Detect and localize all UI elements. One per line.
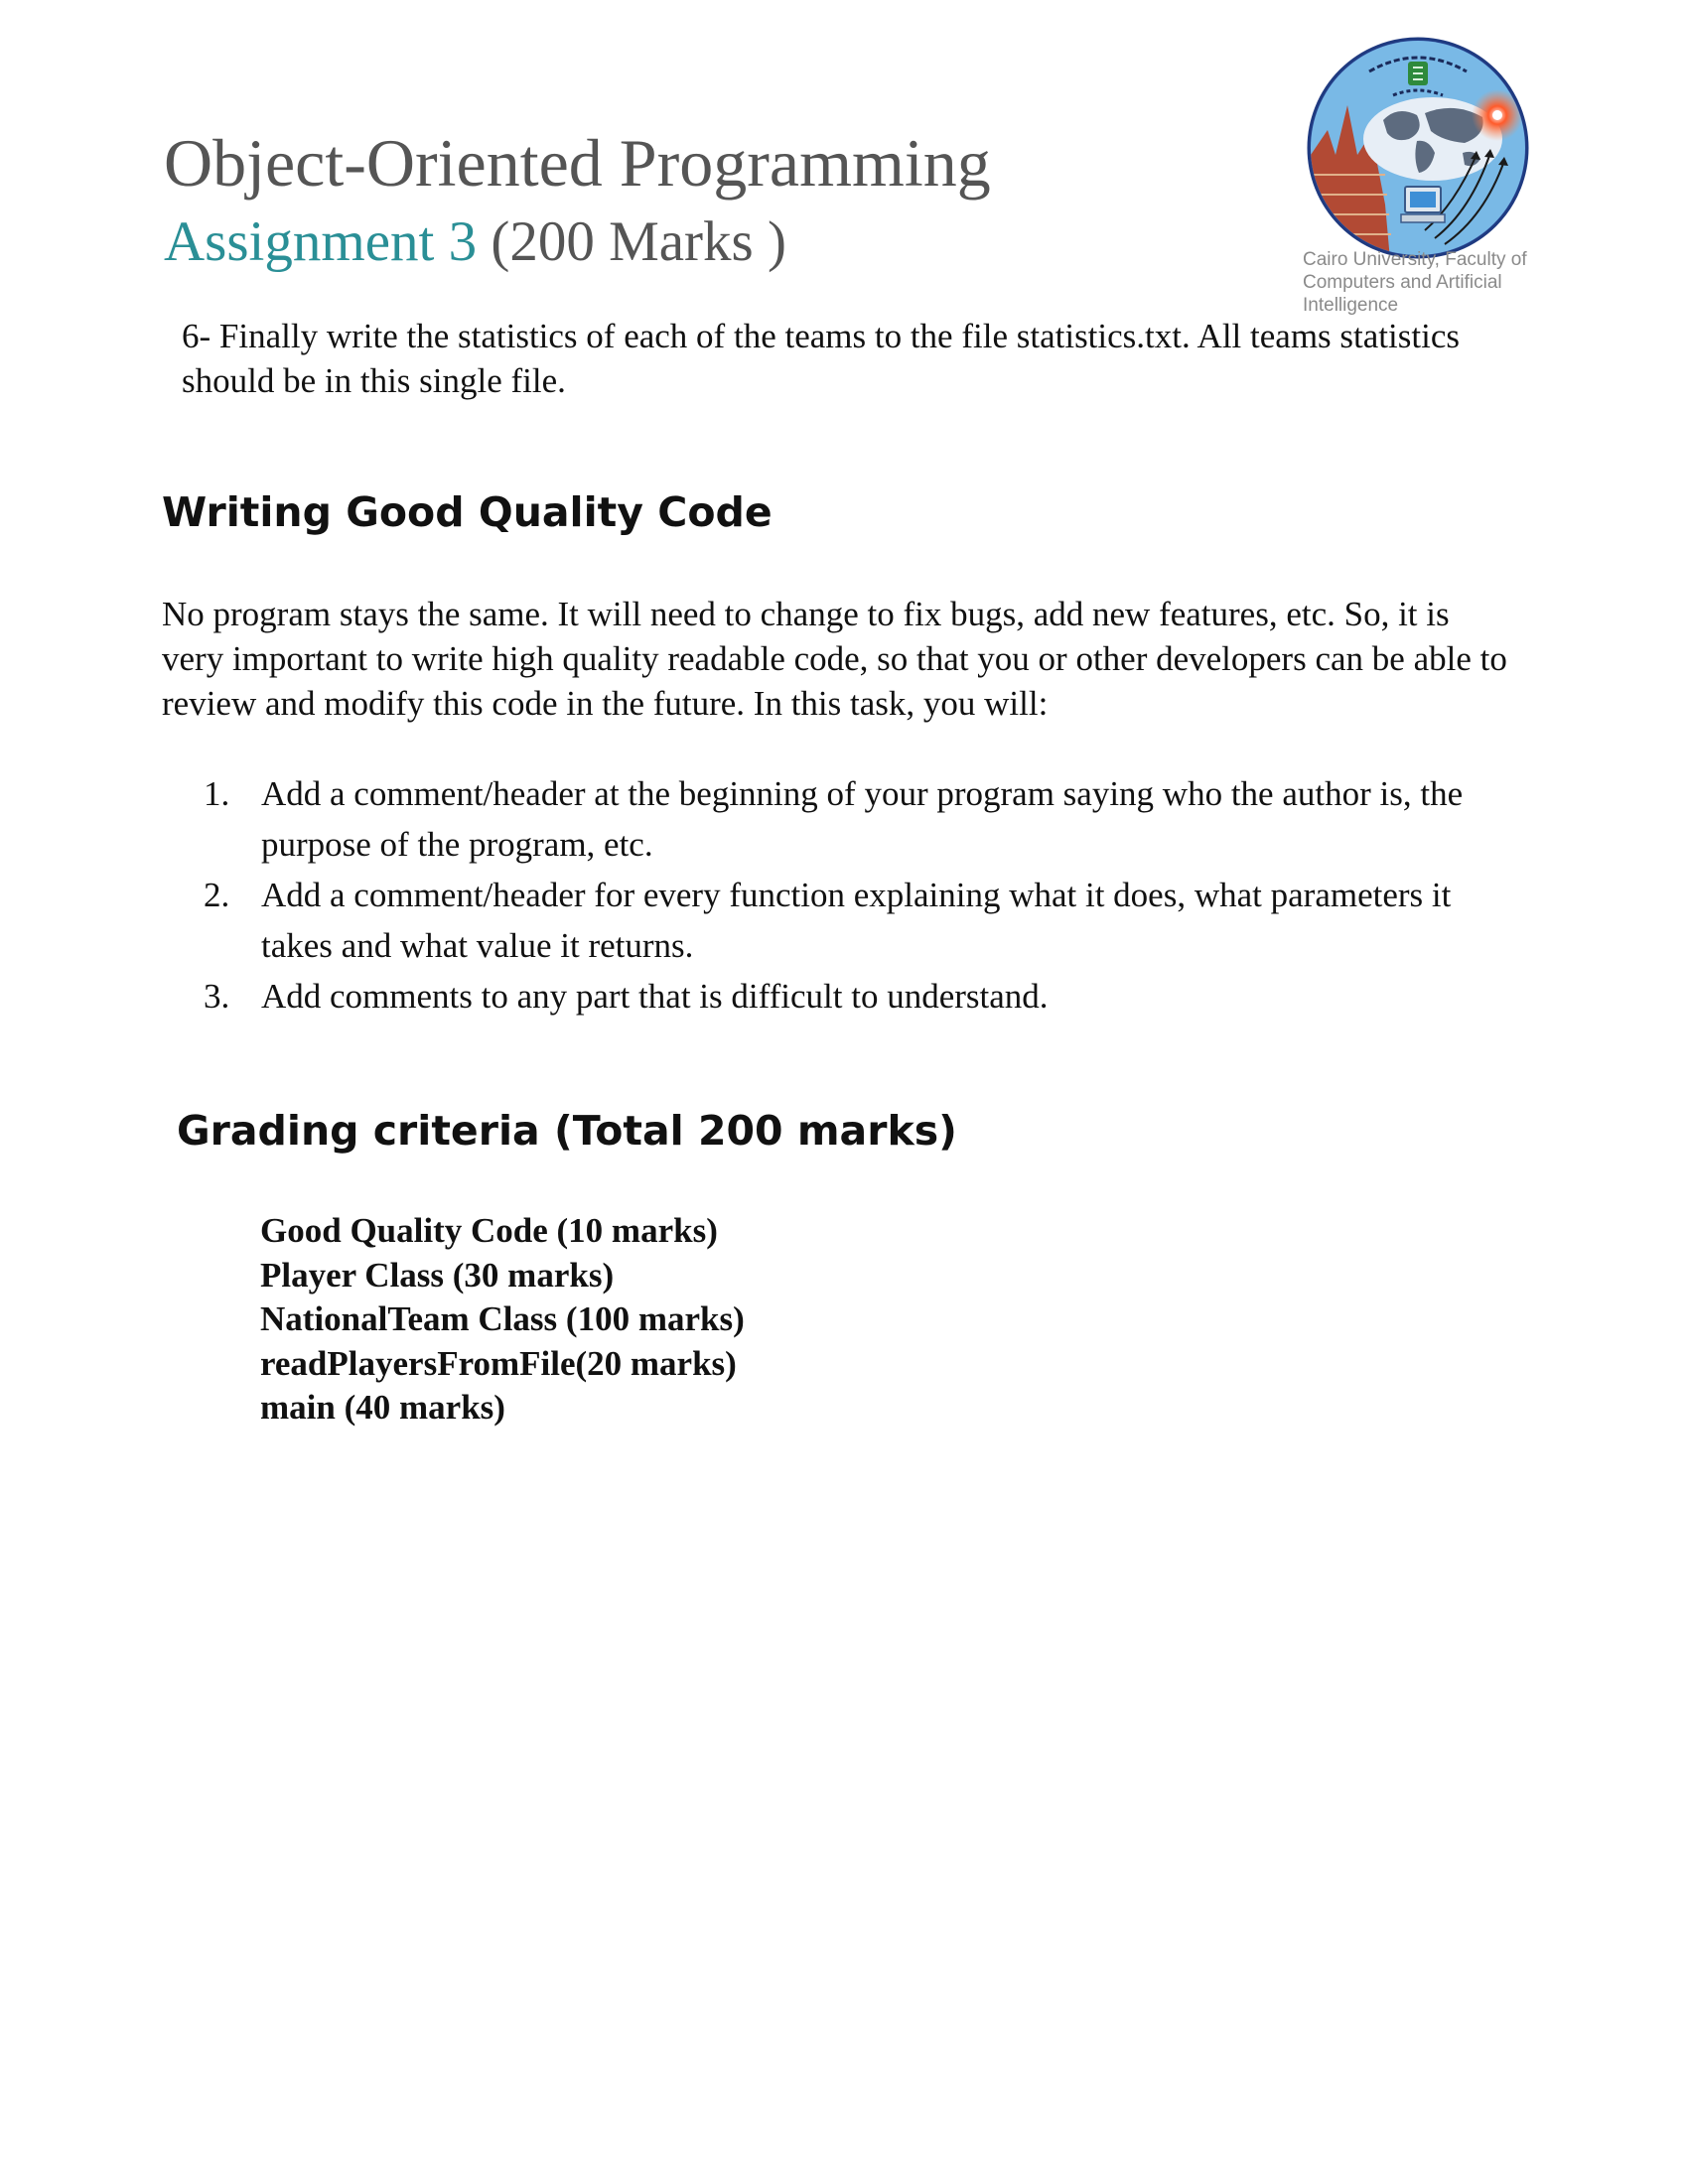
total-marks-label: (200 Marks ) — [491, 210, 786, 273]
grading-criteria-list — [260, 1209, 745, 1431]
list-item: NationalTeam Class (100 marks) — [260, 1299, 745, 1338]
list-item: 3. Add comments to any part that is difficult to understand. — [204, 977, 1049, 1016]
document-subtitle — [164, 208, 786, 276]
list-item: main (40 marks) — [260, 1388, 505, 1427]
assignment-label: Assignment 3 — [164, 210, 478, 273]
quality-code-paragraph: No program stays the same. It will need to change to fix bugs, add new features, etc. So, it is very important to write high quality readable code, so that you or other developers can be able to review and modify this code in the future. In this task, you will: — [162, 595, 1507, 723]
statistics-instruction: 6- Finally write the statistics of each of the teams to the file statistics.txt. All teams statistics should be in this single file. — [182, 317, 1460, 400]
logo-caption: Cairo University, Faculty of Computers and Artificial Intelligence — [1303, 249, 1527, 316]
list-item: 2. Add a comment/header for every function explaining what it does, what parameters it takes and what value it returns. — [204, 876, 1452, 965]
grading-criteria-heading: Grading criteria (Total 200 marks) — [177, 1107, 957, 1155]
list-item: 1. Add a comment/header at the beginning of your program saying who the author is, the purpose of the program, etc. — [204, 774, 1464, 864]
list-item: Player Class (30 marks) — [260, 1255, 615, 1295]
list-item: Good Quality Code (10 marks) — [260, 1211, 718, 1250]
university-logo-icon — [1306, 36, 1530, 260]
list-item: readPlayersFromFile(20 marks) — [260, 1343, 737, 1383]
quality-code-heading: Writing Good Quality Code — [162, 488, 773, 536]
document-title: Object-Oriented Programming — [164, 125, 991, 201]
quality-steps-list — [204, 768, 1514, 1022]
